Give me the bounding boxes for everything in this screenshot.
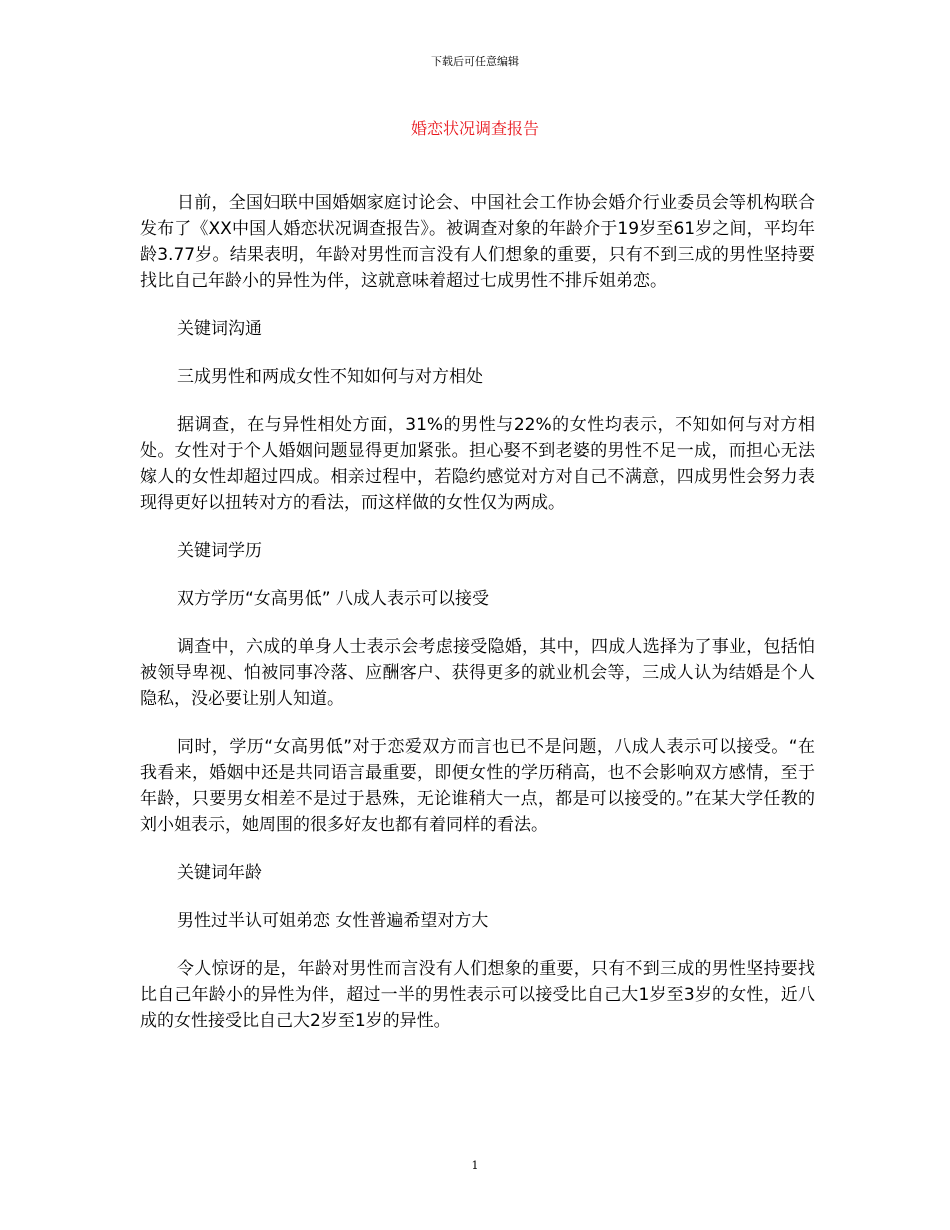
document-title: 婚恋状况调查报告: [410, 119, 539, 138]
body-paragraph: 日前，全国妇联中国婚姻家庭讨论会、中国社会工作协会婚介行业委员会等机构联合发布了《XX中国人婚恋状况调查报告》。被调查对象的年龄介于19岁至61岁之间，平均年龄3.77岁。结果表明，年龄对男性而言没有人们想象的重要，只有不到三成的男性坚持要找比自己年龄小的异性为伴，这就意味着超过七成男性不排斥姐弟恋。: [140, 193, 815, 291]
keyword-heading: 关键词年龄: [177, 863, 262, 883]
document-body: [140, 190, 815, 1056]
page-number: 1: [471, 1159, 479, 1172]
keyword-heading: 关键词学历: [177, 541, 262, 561]
section-subtitle: 双方学历“女高男低” 八成人表示可以接受: [177, 589, 490, 609]
body-paragraph: 令人惊讶的是，年龄对男性而言没有人们想象的重要，只有不到三成的男性坚持要找比自己年龄小的异性为伴，超过一半的男性表示可以接受比自己大1岁至3岁的女性，近八成的女性接受比自己大2岁至1岁的异性。: [140, 959, 815, 1031]
body-paragraph: 调查中，六成的单身人士表示会考虑接受隐婚，其中，四成人选择为了事业，包括怕被领导卑视、怕被同事冷落、应酬客户、获得更多的就业机会等，三成人认为结婚是个人隐私，没必要让别人知道。: [140, 637, 815, 709]
body-paragraph: 据调查，在与异性相处方面，31%的男性与22%的女性均表示，不知如何与对方相处。女性对于个人婚姻问题显得更加紧张。担心娶不到老婆的男性不足一成，而担心无法嫁人的女性却超过四成。相亲过程中，若隐约感觉对方对自己不满意，四成男性会努力表现得更好以扭转对方的看法，而这样做的女性仅为两成。: [140, 415, 815, 513]
section-subtitle: 三成男性和两成女性不知如何与对方相处: [177, 367, 483, 387]
section-subtitle: 男性过半认可姐弟恋 女性普遍希望对方大: [177, 911, 489, 931]
body-paragraph: 同时，学历“女高男低”对于恋爱双方而言也已不是问题，八成人表示可以接受。“在我看来，婚姻中还是共同语言最重要，即便女性的学历稍高，也不会影响双方感情，至于年龄，只要男女相差不是过于悬殊，无论谁稍大一点，都是可以接受的。”在某大学任教的刘小姐表示，她周围的很多好友也都有着同样的看法。: [140, 737, 815, 835]
keyword-heading: 关键词沟通: [177, 319, 262, 339]
header-note: 下载后可任意编辑: [431, 55, 519, 68]
